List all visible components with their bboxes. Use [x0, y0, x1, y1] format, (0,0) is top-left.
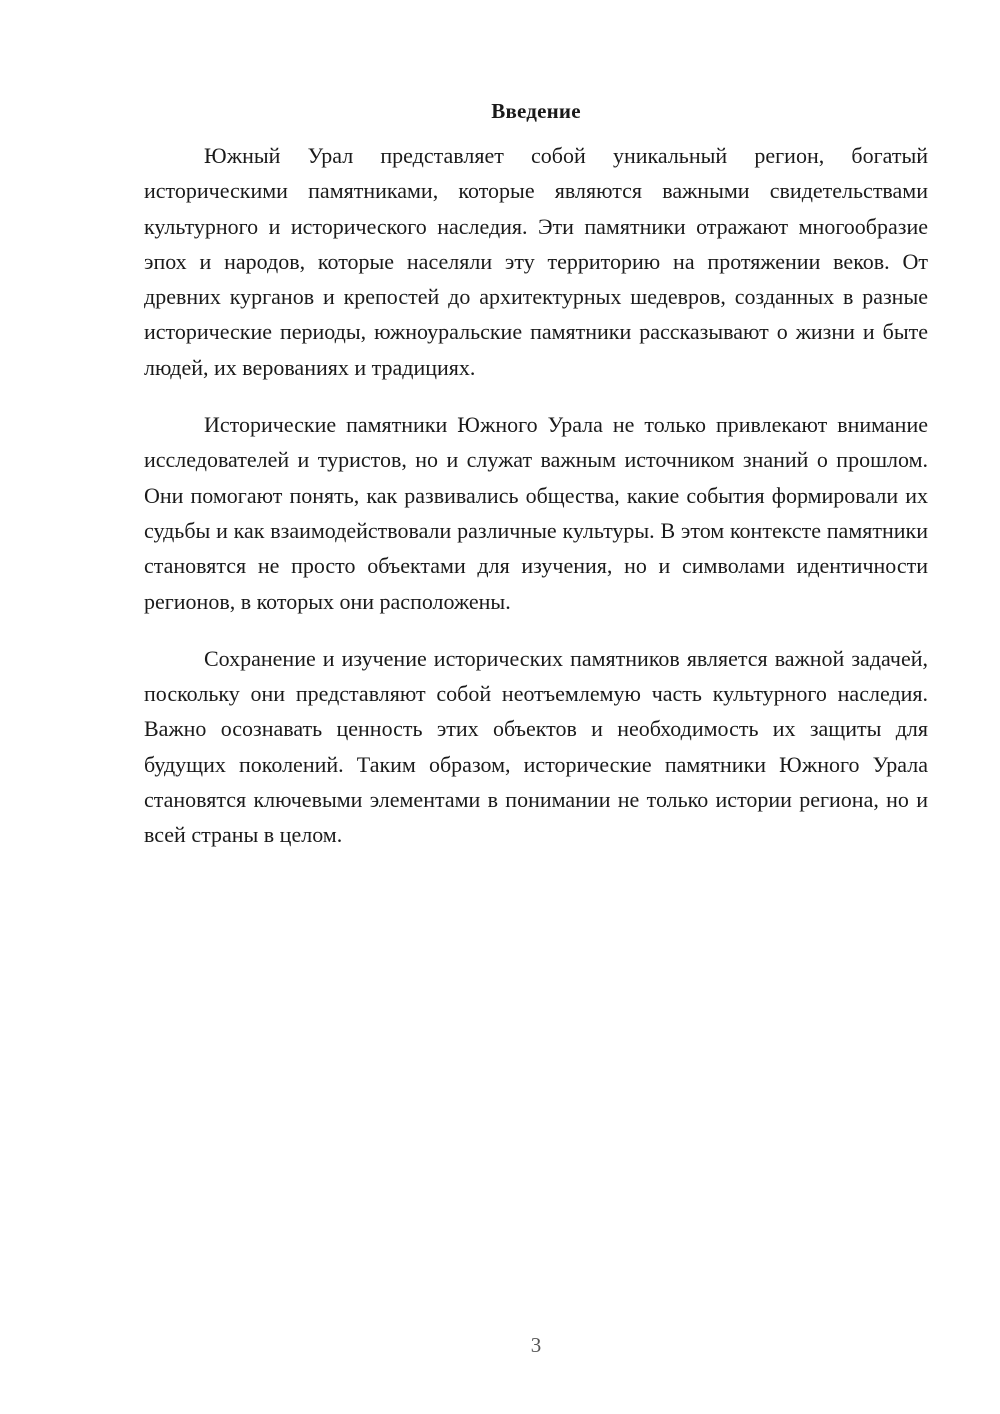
- paragraph-2: Исторические памятники Южного Урала не только привлекают внимание исследователей и туристов, но и служат важным источником знаний о прошлом. Они помогают понять, как развивались общества, какие события формировали их судьбы и как взаимодействовали различные культуры. В этом контексте памятники становятся не просто объектами для изучения, но и символами идентичности регионов, в которых они расположены.: [144, 412, 928, 614]
- paragraph-3: Сохранение и изучение исторических памятников является важной задачей, поскольку они представляют собой неотъемлемую часть культурного наследия. Важно осознавать ценность этих объектов и необходимость их защиты для будущих поколений. Таким образом, исторические памятники Южного Урала становятся ключевыми элементами в понимании не только истории региона, но и всей страны в целом.: [144, 645, 928, 848]
- page-content: [144, 95, 928, 875]
- page-number: 3: [530, 1333, 542, 1357]
- paragraph-1: Южный Урал представляет собой уникальный регион, богатый историческими памятниками, которые являются важными свидетельствами культурного и исторического наследия. Эти памятники отражают многообразие эпох и народов, которые населяли эту территорию на протяжении веков. От древних курганов и крепостей до архитектурных шедевров, созданных в разные исторические периоды, южноуральские памятники рассказывают о жизни и быте людей, их верованиях и традициях.: [144, 143, 928, 380]
- section-title: Введение: [491, 99, 581, 123]
